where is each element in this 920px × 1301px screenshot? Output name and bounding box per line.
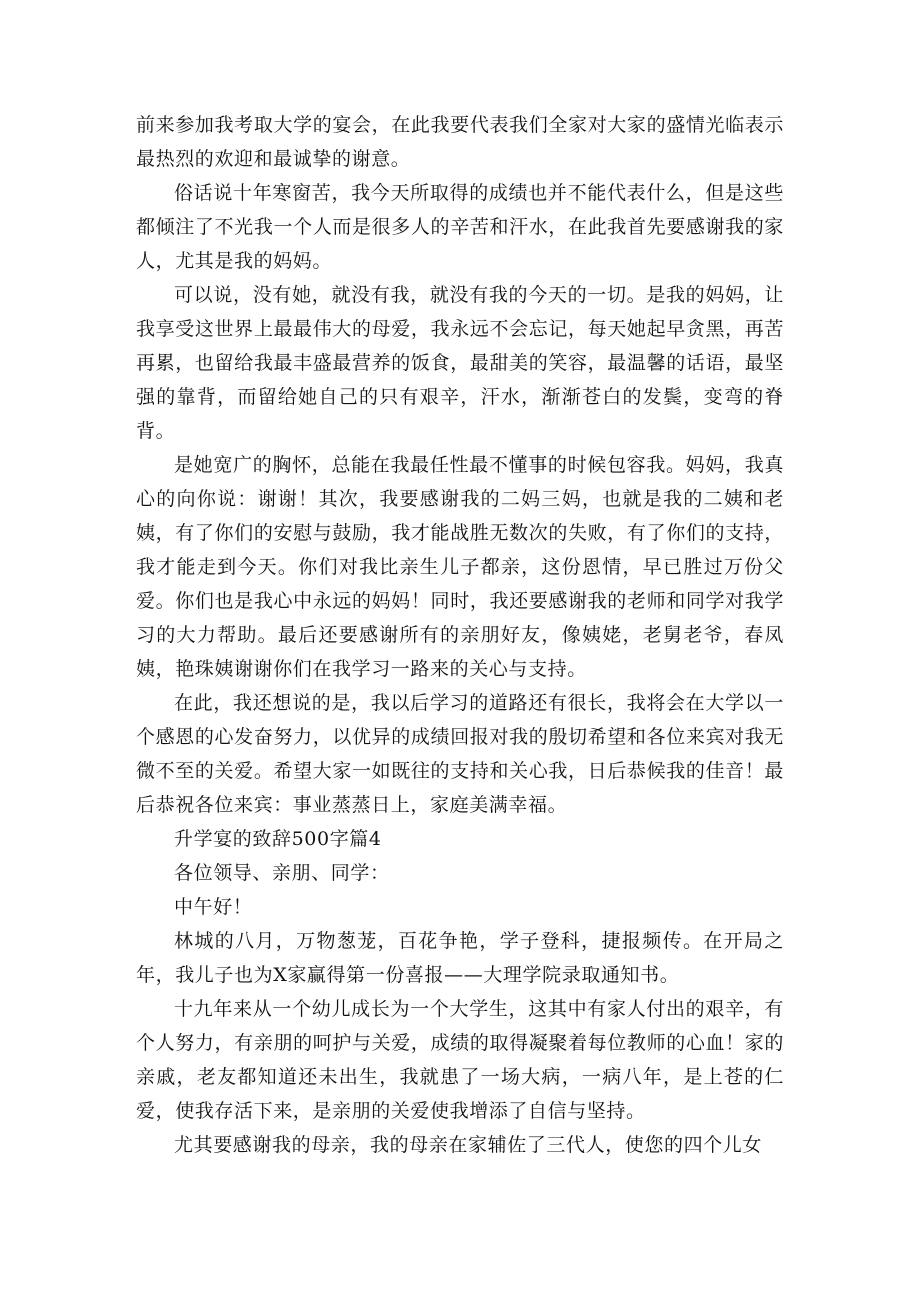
paragraph-2: 俗话说十年寒窗苦，我今天所取得的成绩也并不能代表什么，但是这些都倾注了不光我一个人而是很多人的辛苦和汗水，在此我首先要感谢我的家人，尤其是我的妈妈。: [136, 182, 784, 272]
paragraph-7: 十九年来从一个幼儿成长为一个大学生，这其中有家人付出的艰辛，有个人努力，有亲朋的呵护与关爱，成绩的取得凝聚着每位教师的心血！家的亲戚，老友都知道还未出生，我就患了一场大病，一病八年，是上苍的仁爱，使我存活下来，是亲朋的关爱使我增添了自信与坚持。: [136, 998, 784, 1122]
paragraph-5: 在此，我还想说的是，我以后学习的道路还有很长，我将会在大学以一个感恩的心发奋努力，以优异的成绩回报对我的殷切希望和各位来宾对我无微不至的关爱。希望大家一如既往的支持和关心我，日后恭候我的佳音！最后恭祝各位来宾：事业蒸蒸日上，家庭美满幸福。: [136, 692, 784, 816]
salutation: 各位领导、亲朋、同学：: [174, 862, 390, 884]
greeting: 中午好！: [174, 896, 253, 918]
document-body: [136, 108, 784, 1162]
paragraph-4: 是她宽广的胸怀，总能在我最任性最不懂事的时候包容我。妈妈，我真心的向你说：谢谢！其次，我要感谢我的二妈三妈，也就是我的二姨和老姨，有了你们的安慰与鼓励，我才能战胜无数次的失败，有了你们的支持，我才能走到今天。你们对我比亲生儿子都亲，这份恩情，早已胜过万份父爱。你们也是我心中永远的妈妈！同时，我还要感谢我的老师和同学对我学习的大力帮助。最后还要感谢所有的亲朋好友，像姨姥，老舅老爷，春凤姨，艳珠姨谢谢你们在我学习一路来的关心与支持。: [136, 454, 784, 680]
paragraph-3: 可以说，没有她，就没有我，就没有我的今天的一切。是我的妈妈，让我享受这世界上最最伟大的母爱，我永远不会忘记，每天她起早贪黑，再苦再累，也留给我最丰盛最营养的饭食，最甜美的笑容，最温馨的话语，最坚强的靠背，而留给她自己的只有艰辛，汗水，渐渐苍白的发鬓，变弯的脊背。: [136, 284, 784, 442]
paragraph-1: 前来参加我考取大学的宴会，在此我要代表我们全家对大家的盛情光临表示最热烈的欢迎和最诚挚的谢意。: [136, 114, 784, 170]
paragraph-8: 尤其要感谢我的母亲，我的母亲在家辅佐了三代人，使您的四个儿女: [174, 1134, 763, 1156]
section-heading: 升学宴的致辞500字篇4: [174, 828, 382, 850]
paragraph-6: 林城的八月，万物葱茏，百花争艳，学子登科，捷报频传。在开局之年，我儿子也为X家赢得第一份喜报——大理学院录取通知书。: [136, 930, 784, 986]
